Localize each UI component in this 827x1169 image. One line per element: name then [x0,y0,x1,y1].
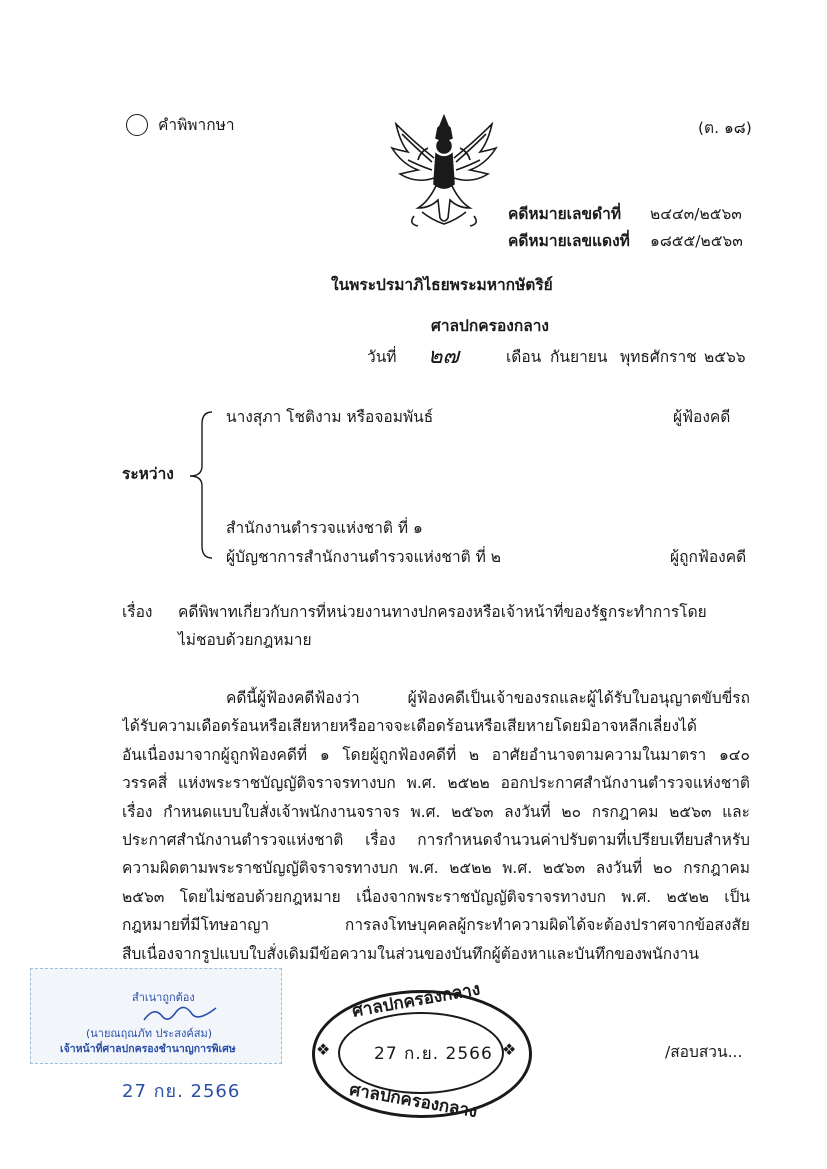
date-year-label: พุทธศักราช [620,348,697,366]
party-brace [186,400,216,570]
court-stamp-date: 27 ก.ย. 2566 [374,1044,493,1064]
flower-ornament-icon: ❖ [502,1040,517,1059]
body-line: คดีนี้ผู้ฟ้องคดีฟ้องว่า ผู้ฟ้องคดีเป็นเจ้าของรถและผู้ได้รับใบอนุญาตขับขี่รถ [226,689,750,707]
royal-title: ในพระปรมาภิไธยพระมหากษัตริย์ [331,276,553,294]
defendant-1: สำนักงานตำรวจแห่งชาติ ที่ ๑ [226,519,423,537]
date-day: ๒๗ [428,344,460,369]
body-line: สืบเนื่องจากรูปแบบใบสั่งเดิมมีข้อความในส่วนของบันทึกผู้ต้องหาและบันทึกของพนักงาน [122,944,699,963]
defendant-role: ผู้ถูกฟ้องคดี [670,548,747,566]
body-line: เรื่อง กำหนดแบบใบสั่งเจ้าพนักงานจราจร พ.ศ. ๒๕๖๓ ลงวันที่ ๒๐ กรกฎาคม ๒๕๖๓ และ [122,802,750,821]
garuda-emblem-icon [388,112,500,232]
between-label: ระหว่าง [122,465,174,483]
plaintiff-role: ผู้ฟ้องคดี [673,408,731,426]
circle-icon [126,114,148,136]
body-line: ๒๕๖๓ โดยไม่ชอบด้วยกฎหมาย เนื่องจากพระราชบัญญัติจราจรทางบก พ.ศ. ๒๕๒๒ เป็น [122,887,750,906]
certify-line-3: เจ้าหน้าที่ศาลปกครองชำนาญการพิเศษ [60,1043,236,1055]
black-case-number: ๒๔๔๓/๒๕๖๓ [650,205,742,223]
body-line: อันเนื่องมาจากผู้ถูกฟ้องคดีที่ ๑ โดยผู้ถูกฟ้องคดีที่ ๒ อาศัยอำนาจตามความในมาตรา ๑๔๐ [122,745,750,764]
body-line: วรรคสี่ แห่งพระราชบัญญัติจราจรทางบก พ.ศ. ๒๕๒๒ ออกประกาศสำนักงานตำรวจแห่งชาติ [122,774,750,793]
subject-line-2: ไม่ชอบด้วยกฎหมาย [178,631,312,649]
date-month: กันยายน [550,348,608,366]
subject-label: เรื่อง [122,603,153,621]
certify-line-2: (นายณฤณภัท ประสงค์สม) [86,1027,213,1040]
judgment-label: คำพิพากษา [158,116,235,134]
red-case-label: คดีหมายเลขแดงที่ [508,232,630,250]
court-stamp-top: ศาลปกครองกลาง [350,979,482,1022]
body-line: ได้รับความเดือดร้อนหรือเสียหายหรืออาจจะเดือดร้อนหรือเสียหายโดยมิอาจหลีกเลี่ยงได้ [122,717,697,736]
plaintiff-name: นางสุภา โชติงาม หรือจอมพันธ์ [226,408,434,426]
date-day-label: วันที่ [367,348,397,366]
black-case-label: คดีหมายเลขดำที่ [508,205,622,223]
body-paragraph [122,684,750,968]
continuation-text: /สอบสวน... [665,1043,743,1061]
flower-ornament-icon: ❖ [316,1040,331,1059]
body-line: ความผิดตามพระราชบัญญัติจราจรทางบก พ.ศ. ๒๕๒๒ พ.ศ. ๒๕๖๓ ลงวันที่ ๒๐ กรกฎาคม [122,859,750,878]
red-case-number: ๑๘๕๕/๒๕๖๓ [650,232,743,250]
signature-icon [140,1000,220,1026]
date-month-label: เดือน [506,348,542,366]
form-code: (ต. ๑๘) [698,119,752,137]
date-year: ๒๕๖๖ [704,348,746,366]
body-line: กฎหมายที่มีโทษอาญา การลงโทษบุคคลผู้กระทำความผิดได้จะต้องปราศจากข้อสงสัย [122,916,750,935]
court-title: ศาลปกครองกลาง [431,317,549,335]
certify-date: 27 กย. 2566 [122,1081,241,1102]
court-stamp-bottom: ศาลปกครองกลาง [347,1079,479,1123]
body-line: ประกาศสำนักงานตำรวจแห่งชาติ เรื่อง การกำหนดจำนวนค่าปรับตามที่เปรียบเทียบสำหรับ [122,830,750,849]
defendant-2: ผู้บัญชาการสำนักงานตำรวจแห่งชาติ ที่ ๒ [226,548,502,566]
certify-line-1: สำเนาถูกต้อง [132,991,195,1004]
subject-line-1: คดีพิพาทเกี่ยวกับการที่หน่วยงานทางปกครองหรือเจ้าหน้าที่ของรัฐกระทำการโดย [178,603,707,621]
